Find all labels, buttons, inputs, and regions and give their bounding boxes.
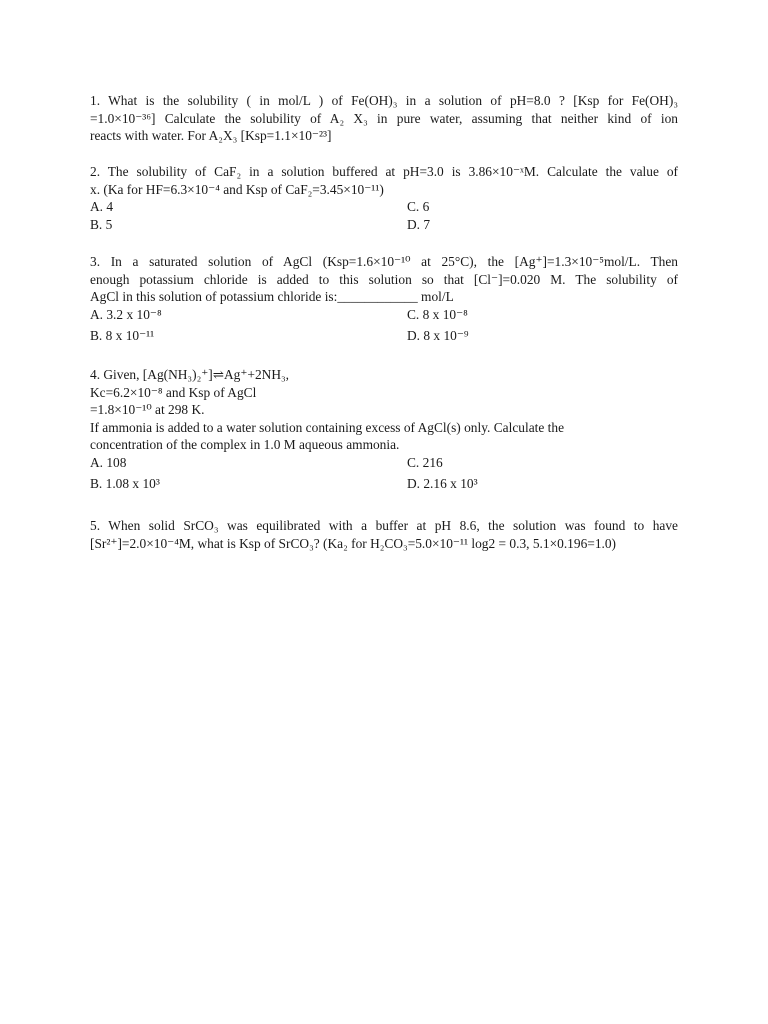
question-2 [90,163,678,233]
question-4-options [90,454,678,493]
question-3-option-d: D. 8 x 10⁻⁹ [407,328,469,343]
question-5 [90,517,678,552]
question-4-option-a: A. 108 [90,454,127,470]
question-2-option-d: D. 7 [407,216,431,232]
question-3-line-3: AgCl in this solution of potassium chloride is:____________ mol/L [90,289,454,304]
question-3-options [90,306,678,345]
question-5-line-2: [Sr²⁺]=2.0×10⁻⁴M, what is Ksp of SrCO₃? (Ka₂ for H₂CO₃=5.0×10⁻¹¹ log2 = 0.3, 5.1×0.196=1.0) [90,535,617,551]
question-3 [90,253,678,345]
question-4-line-4: If ammonia is added to a water solution containing excess of AgCl(s) only. Calculate the [90,419,565,435]
question-4-line-1: 4. Given, [Ag(NH₃)₂⁺]⇌Ag⁺+2NH₃, [90,367,290,382]
question-1-line-3: reacts with water. For A₂X₃ [Ksp=1.1×10⁻²³] [90,128,332,143]
question-4-line-2: Kc=6.2×10⁻⁸ and Ksp of AgCl [90,384,257,400]
question-1-line-1: 1. What is the solubility ( in mol/L ) of Fe(OH)₃ in a solution of pH=8.0 ? [Ksp for Fe(OH)₃ [90,93,678,108]
question-4-option-c: C. 216 [407,454,443,470]
question-1 [90,92,678,145]
question-3-line-2: enough potassium chloride is added to this solution so that [Cl⁻]=0.020 M. The solubility of [90,271,678,287]
question-2-line-1: 2. The solubility of CaF₂ in a solution buffered at pH=3.0 is 3.86×10⁻ˣM. Calculate the value of [90,164,678,179]
question-2-line-2: x. (Ka for HF=6.3×10⁻⁴ and Ksp of CaF₂=3.45×10⁻¹¹) [90,181,384,197]
question-4-option-d: D. 2.16 x 10³ [407,476,478,491]
question-1-line-2: =1.0×10⁻³⁶] Calculate the solubility of A₂ X₃ in pure water, assuming that neither kind of ion [90,110,678,126]
question-2-option-b: B. 5 [90,216,113,232]
question-2-options [90,198,678,233]
question-4-line-5: concentration of the complex in 1.0 M aqueous ammonia. [90,437,400,452]
question-3-option-c: C. 8 x 10⁻⁸ [407,306,468,322]
question-2-option-c: C. 6 [407,199,430,214]
question-4 [90,366,678,493]
question-5-line-1: 5. When solid SrCO₃ was equilibrated with a buffer at pH 8.6, the solution was found to have [90,518,678,533]
question-3-line-1: 3. In a saturated solution of AgCl (Ksp=1.6×10⁻¹⁰ at 25°C), the [Ag⁺]=1.3×10⁻⁵mol/L. Then [90,254,678,269]
question-4-option-b: B. 1.08 x 10³ [90,476,160,491]
question-2-option-a: A. 4 [90,199,114,214]
question-4-line-3: =1.8×10⁻¹⁰ at 298 K. [90,402,205,417]
question-3-option-b: B. 8 x 10⁻¹¹ [90,328,155,343]
question-3-option-a: A. 3.2 x 10⁻⁸ [90,306,162,322]
